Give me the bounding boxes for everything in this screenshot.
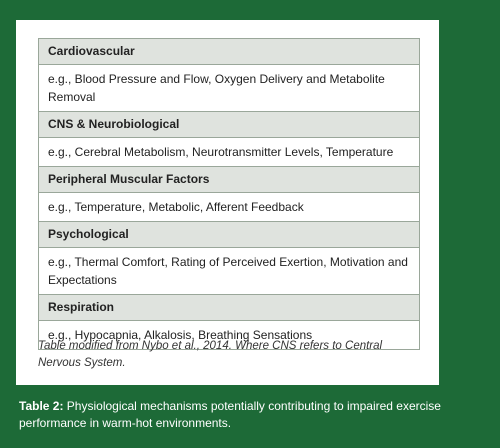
table-row-respiration: e.g., Hypocapnia, Alkalosis, Breathing Sensations — [39, 321, 419, 350]
table-note: Table modified from Nybo et al., 2014. Where CNS refers to Central Nervous System. — [38, 340, 383, 369]
table-header-respiration: Respiration — [39, 295, 419, 321]
table-row-cns: e.g., Cerebral Metabolism, Neurotransmitter Levels, Temperature — [39, 138, 419, 167]
caption-text: Physiological mechanisms potentially contributing to impaired exercise performance in warm-hot environments. — [19, 399, 441, 430]
table-header-cns: CNS & Neurobiological — [39, 112, 419, 138]
caption-label: Table 2: — [19, 399, 64, 413]
table-header-peripheral: Peripheral Muscular Factors — [39, 167, 419, 193]
table-header-psychological: Psychological — [39, 222, 419, 248]
table-row-peripheral: e.g., Temperature, Metabolic, Afferent Feedback — [39, 193, 419, 222]
table-panel — [16, 20, 439, 385]
table-row-psychological: e.g., Thermal Comfort, Rating of Perceived Exertion, Motivation and Expectations — [39, 248, 419, 295]
table-row-cardiovascular: e.g., Blood Pressure and Flow, Oxygen Delivery and Metabolite Removal — [39, 65, 419, 112]
table-caption — [19, 398, 479, 432]
mechanisms-table — [38, 38, 420, 350]
table-header-cardiovascular: Cardiovascular — [39, 39, 419, 65]
